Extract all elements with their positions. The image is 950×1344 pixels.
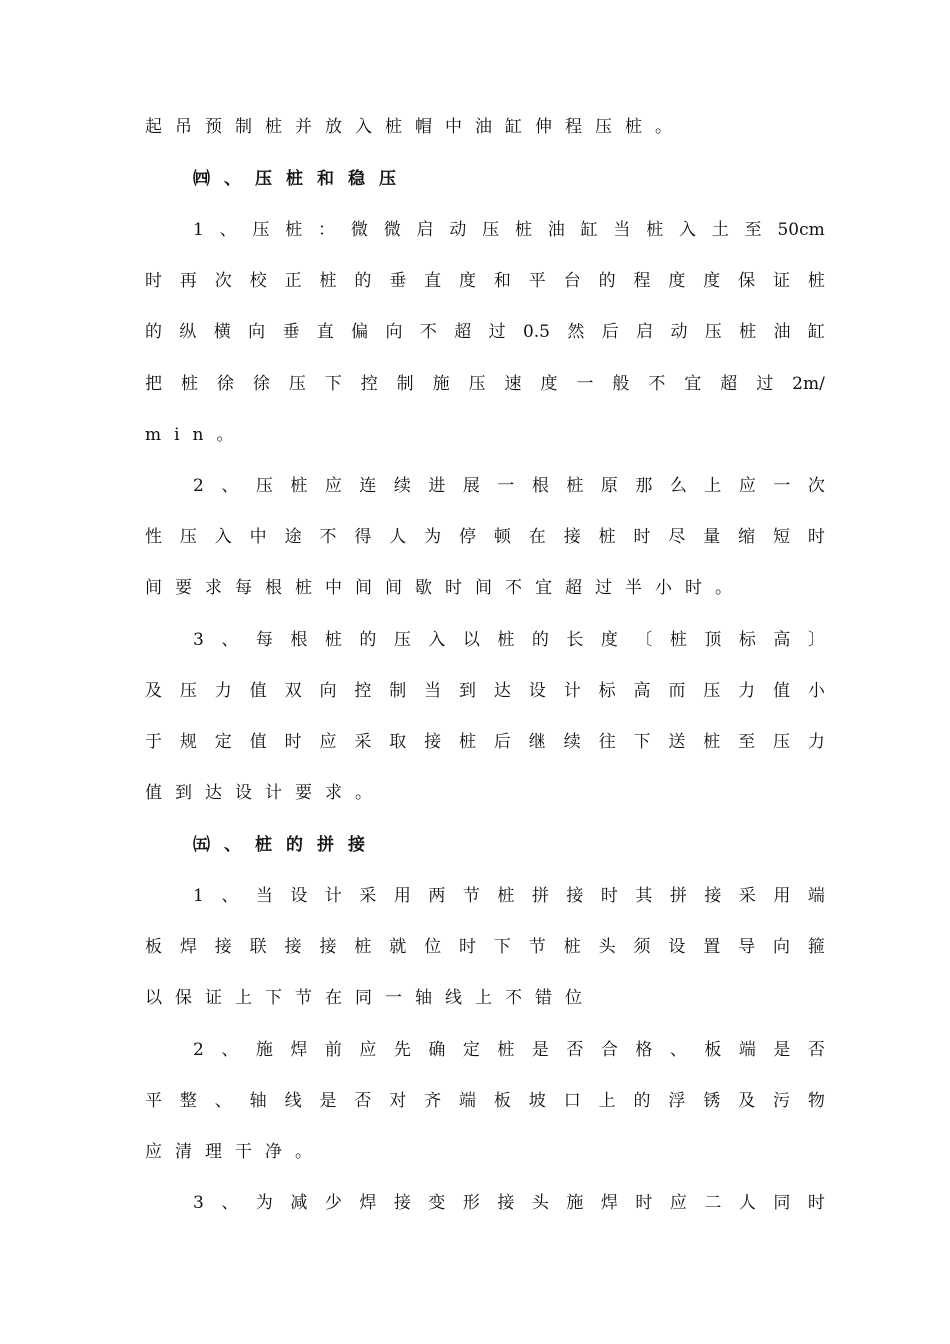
paragraph-line: 性 压 入 中 途 不 得 人 为 停 顿 在 接 桩 时 尽 量 缩 短 时 bbox=[145, 527, 825, 547]
paragraph-line: 于 规 定 值 时 应 采 取 接 桩 后 继 续 往 下 送 桩 至 压 力 bbox=[145, 732, 825, 752]
paragraph-line: 的 纵 横 向 垂 直 偏 向 不 超 过 0.5 然 后 启 动 压 桩 油 缸 bbox=[145, 322, 825, 342]
paragraph-line: 时 再 次 校 正 桩 的 垂 直 度 和 平 台 的 程 度 度 保 证 桩 bbox=[145, 271, 825, 291]
paragraph-line: 2 、 压 桩 应 连 续 进 展 一 根 桩 原 那 么 上 应 一 次 bbox=[193, 476, 825, 496]
section-heading: ㈣、压桩和稳压 bbox=[193, 169, 410, 189]
paragraph-line: 应清理干净。 bbox=[145, 1142, 325, 1162]
paragraph-line: 起吊预制桩并放入桩帽中油缸伸程压桩。 bbox=[145, 117, 685, 137]
paragraph-line: 1 、 当 设 计 采 用 两 节 桩 拼 接 时 其 拼 接 采 用 端 bbox=[193, 886, 825, 906]
paragraph-line: 板 焊 接 联 接 接 桩 就 位 时 下 节 桩 头 须 设 置 导 向 箍 bbox=[145, 937, 825, 957]
paragraph-line: 间要求每根桩中间间歇时间不宜超过半小时。 bbox=[145, 578, 745, 598]
paragraph-line: 3 、 为 减 少 焊 接 变 形 接 头 施 焊 时 应 二 人 同 时 bbox=[193, 1193, 825, 1213]
section-heading: ㈤、桩的拼接 bbox=[193, 835, 379, 855]
paragraph-line: 平 整 、 轴 线 是 否 对 齐 端 板 坡 口 上 的 浮 锈 及 污 物 bbox=[145, 1091, 825, 1111]
paragraph-line: 2 、 施 焊 前 应 先 确 定 桩 是 否 合 格 、 板 端 是 否 bbox=[193, 1040, 825, 1060]
paragraph-line: 把 桩 徐 徐 压 下 控 制 施 压 速 度 一 般 不 宜 超 过 2m/ bbox=[145, 374, 825, 394]
paragraph-line: min。 bbox=[145, 425, 247, 445]
paragraph-line: 及 压 力 值 双 向 控 制 当 到 达 设 计 标 高 而 压 力 值 小 bbox=[145, 681, 825, 701]
paragraph-line: 3 、 每 根 桩 的 压 入 以 桩 的 长 度 〔 桩 顶 标 高 〕 bbox=[193, 630, 825, 650]
paragraph-line: 1 、 压 桩 ： 微 微 启 动 压 桩 油 缸 当 桩 入 土 至 50cm bbox=[193, 220, 825, 240]
paragraph-line: 值到达设计要求。 bbox=[145, 783, 385, 803]
paragraph-line: 以保证上下节在同一轴线上不错位 bbox=[145, 988, 595, 1008]
